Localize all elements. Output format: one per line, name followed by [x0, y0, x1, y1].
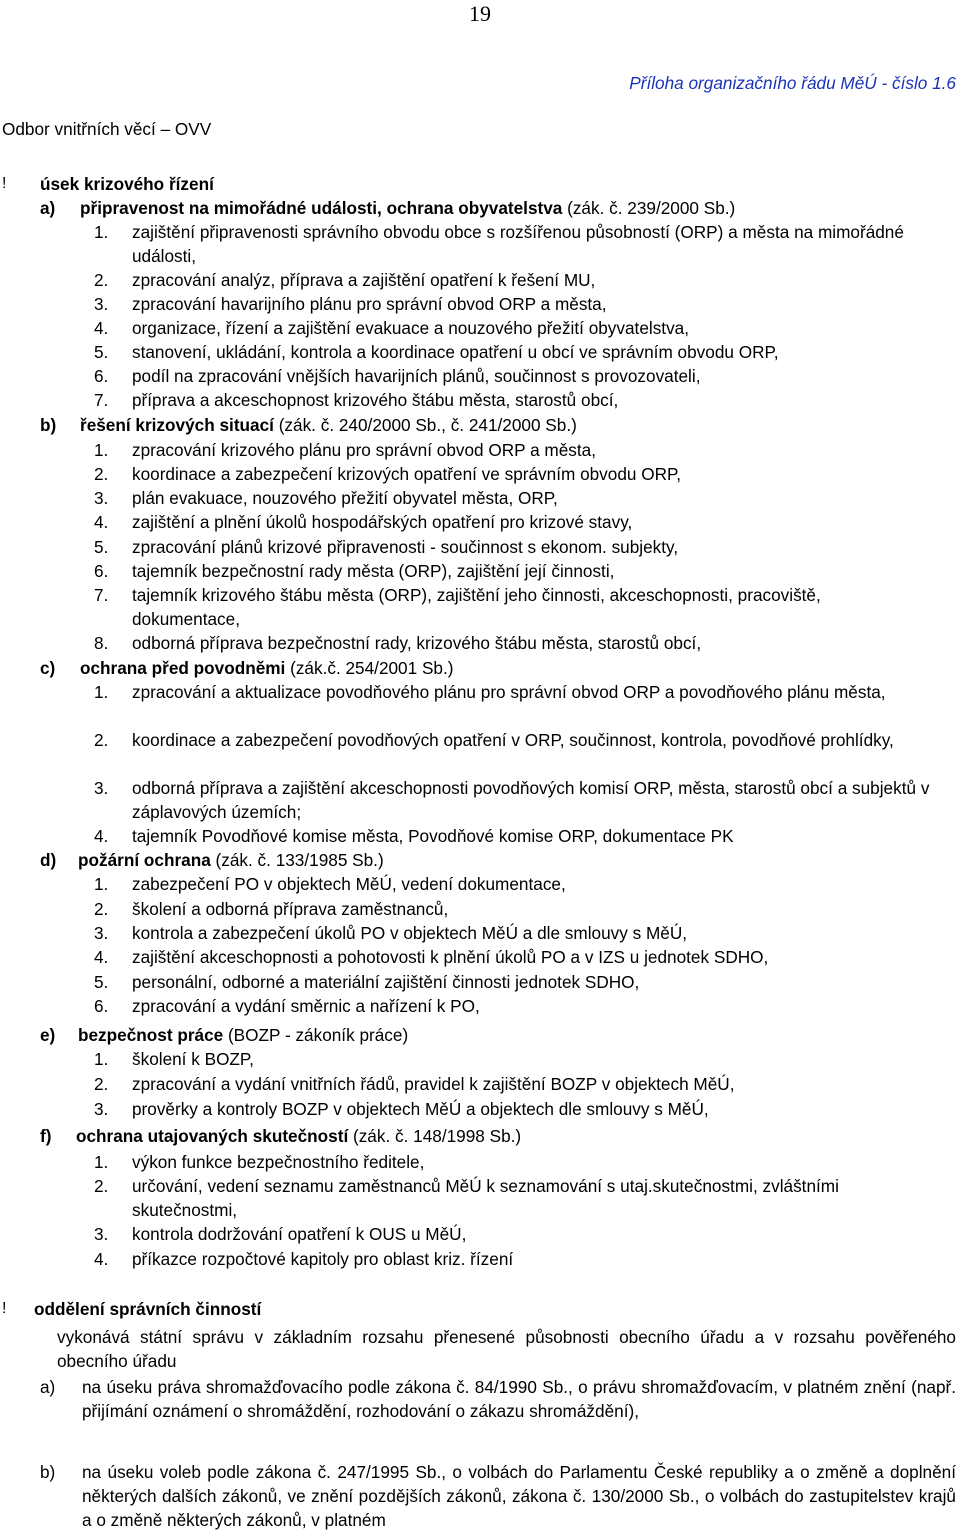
list-item	[94, 438, 930, 462]
department-heading: Odbor vnitřních věcí – OVV	[2, 119, 212, 139]
list-item	[94, 897, 930, 921]
subsection-heading-e	[40, 1023, 408, 1047]
list-item-number: 5.	[94, 537, 109, 557]
list-item-number: 2.	[94, 1176, 109, 1196]
list-item-text: zpracování a vydání směrnic a nařízení k PO,	[132, 996, 480, 1016]
list-item	[94, 462, 930, 486]
list-item	[94, 486, 930, 510]
subsection-title: ochrana utajovaných skutečností	[76, 1126, 349, 1146]
list-item	[94, 559, 930, 583]
admin-item-letter: b)	[40, 1462, 56, 1482]
list-item	[94, 1097, 930, 1121]
list-item	[94, 510, 930, 534]
subsection-heading-a	[40, 196, 735, 220]
list-item	[94, 1222, 930, 1246]
list-item-number: 7.	[94, 390, 109, 410]
list-item-text: zpracování a aktualizace povodňového plánu pro správní obvod ORP a povodňového plánu města,	[132, 682, 886, 702]
subsection-letter: c)	[40, 658, 56, 678]
subsection-heading-f	[40, 1124, 521, 1148]
subsection-law-reference: (zák.č. 254/2001 Sb.)	[285, 658, 454, 678]
subsection-law-reference: (BOZP - zákoník práce)	[223, 1025, 409, 1045]
bullet-icon: !	[2, 1300, 7, 1317]
list-item	[94, 680, 930, 704]
list-item	[94, 872, 930, 896]
list-item-number: 2.	[94, 1074, 109, 1094]
list-item-text: prověrky a kontroly BOZP v objektech MěÚ a objektech dle smlouvy s MěÚ,	[132, 1099, 709, 1119]
list-item-number: 3.	[94, 488, 109, 508]
list-item-text: koordinace a zabezpečení povodňových opatření v ORP, součinnost, kontrola, povodňové prohlídky,	[132, 730, 894, 750]
subsection-law-reference: (zák. č. 240/2000 Sb., č. 241/2000 Sb.)	[273, 415, 577, 435]
subsection-letter: e)	[40, 1025, 56, 1045]
list-item-number: 6.	[94, 561, 109, 581]
admin-item-letter: a)	[40, 1377, 56, 1397]
list-item-text: příkazce rozpočtové kapitoly pro oblast kriz. řízení	[132, 1249, 514, 1269]
admin-item-a: na úseku práva shromažďovacího podle zákona č. 84/1990 Sb., o právu shromažďovacím, v platném znění (např. přijímání oznámení o shromáždění, rozhodování o zákazu shromáždění),	[82, 1377, 956, 1421]
list-item-number: 3.	[94, 923, 109, 943]
subsection-letter: f)	[40, 1126, 52, 1146]
page-number: 19	[469, 1, 491, 26]
list-item-number: 1.	[94, 1049, 109, 1069]
list-item-number: 7.	[94, 585, 109, 605]
list-item	[94, 1174, 930, 1222]
list-item-number: 3.	[94, 778, 109, 798]
list-item	[94, 535, 930, 559]
list-item	[94, 316, 930, 340]
list-item-number: 4.	[94, 318, 109, 338]
subsection-letter: d)	[40, 850, 57, 870]
list-item-number: 5.	[94, 972, 109, 992]
list-item-number: 4.	[94, 947, 109, 967]
list-item-text: kontrola a zabezpečení úkolů PO v objektech MěÚ a dle smlouvy s MěÚ,	[132, 923, 688, 943]
subsection-title: požární ochrana	[78, 850, 211, 870]
list-item-text: tajemník bezpečnostní rady města (ORP), zajištění její činnosti,	[132, 561, 615, 581]
list-item-text: zabezpečení PO v objektech MěÚ, vedení dokumentace,	[132, 874, 566, 894]
list-item-number: 1.	[94, 874, 109, 894]
list-item-text: zpracování krizového plánu pro správní obvod ORP a města,	[132, 440, 596, 460]
list-item-text: zpracování plánů krizové připravenosti - součinnost s ekonom. subjekty,	[132, 537, 679, 557]
list-item-text: plán evakuace, nouzového přežití obyvatel města, ORP,	[132, 488, 558, 508]
list-item-number: 6.	[94, 366, 109, 386]
list-item-number: 2.	[94, 730, 109, 750]
list-item	[94, 970, 930, 994]
list-item	[94, 945, 930, 969]
list-item-text: příprava a akceschopnost krizového štábu města, starostů obcí,	[132, 390, 619, 410]
list-item-text: odborná příprava bezpečnostní rady, krizového štábu města, starostů obcí,	[132, 633, 702, 653]
list-item-number: 3.	[94, 1099, 109, 1119]
list-item-text: zajištění a plnění úkolů hospodářských opatření pro krizové stavy,	[132, 512, 633, 532]
subsection-letter: a)	[40, 198, 56, 218]
list-item-text: školení a odborná příprava zaměstnanců,	[132, 899, 449, 919]
list-item-number: 5.	[94, 342, 109, 362]
list-item-text: tajemník krizového štábu města (ORP), zajištění jeho činnosti, akceschopnosti, pracoviště, dokumentace,	[132, 585, 821, 629]
list-item-number: 4.	[94, 1249, 109, 1269]
list-item	[94, 220, 930, 268]
list-item-text: odborná příprava a zajištění akceschopnosti povodňových komisí ORP, města, starostů obcí a subjektů v záplavových územích;	[132, 778, 930, 822]
list-item	[94, 364, 930, 388]
list-item-number: 3.	[94, 1224, 109, 1244]
list-item	[94, 631, 930, 655]
list-item-number: 2.	[94, 464, 109, 484]
list-item	[94, 994, 930, 1018]
subsection-law-reference: (zák. č. 133/1985 Sb.)	[210, 850, 384, 870]
subsection-title: připravenost na mimořádné události, ochrana obyvatelstva	[80, 198, 563, 218]
list-item-text: určování, vedení seznamu zaměstnanců MěÚ k seznamování s utaj.skutečnostmi, zvláštními skutečnostmi,	[132, 1176, 839, 1220]
list-item	[94, 340, 930, 364]
list-item	[94, 1247, 930, 1271]
list-item	[94, 824, 930, 848]
subsection-title: ochrana před povodněmi	[80, 658, 286, 678]
list-item-text: kontrola dodržování opatření k OUS u MěÚ,	[132, 1224, 467, 1244]
list-item-text: tajemník Povodňové komise města, Povodňové komise ORP, dokumentace PK	[132, 826, 734, 846]
list-item-text: zajištění připravenosti správního obvodu obce s rozšířenou působností (ORP) a města na mimořádné události,	[132, 222, 904, 266]
list-item	[94, 921, 930, 945]
list-item-text: personální, odborné a materiální zajištění činnosti jednotek SDHO,	[132, 972, 640, 992]
list-item-number: 4.	[94, 512, 109, 532]
admin-intro: vykonává státní správu v základním rozsahu přenesené působnosti obecního úřadu a v rozsahu pověřeného obecního úřadu	[57, 1327, 956, 1371]
list-item	[94, 728, 930, 752]
list-item-text: zpracování analýz, příprava a zajištění opatření k řešení MU,	[132, 270, 596, 290]
subsection-law-reference: (zák. č. 239/2000 Sb.)	[562, 198, 736, 218]
list-item-number: 6.	[94, 996, 109, 1016]
subsection-title: bezpečnost práce	[78, 1025, 224, 1045]
list-item	[94, 776, 930, 824]
list-item-number: 1.	[94, 682, 109, 702]
list-item-text: školení k BOZP,	[132, 1049, 254, 1069]
list-item-text: zpracování a vydání vnitřních řádů, pravidel k zajištění BOZP v objektech MěÚ,	[132, 1074, 735, 1094]
list-item	[94, 583, 930, 631]
list-item	[94, 1072, 930, 1096]
list-item-number: 1.	[94, 222, 109, 242]
list-item-number: 3.	[94, 294, 109, 314]
list-item	[94, 292, 930, 316]
list-item-text: organizace, řízení a zajištění evakuace a nouzového přežití obyvatelstva,	[132, 318, 690, 338]
subsection-heading-c	[40, 656, 453, 680]
list-item-text: stanovení, ukládání, kontrola a koordinace opatření u obcí ve správním obvodu ORP,	[132, 342, 779, 362]
list-item-number: 1.	[94, 440, 109, 460]
subsection-title: řešení krizových situací	[80, 415, 274, 435]
list-item-number: 2.	[94, 270, 109, 290]
list-item-text: zpracování havarijního plánu pro správní obvod ORP a města,	[132, 294, 607, 314]
list-item-text: koordinace a zabezpečení krizových opatření ve správním obvodu ORP,	[132, 464, 682, 484]
list-item-number: 2.	[94, 899, 109, 919]
admin-item-b: na úseku voleb podle zákona č. 247/1995 Sb., o volbách do Parlamentu České republiky a o změně a doplnění některých dalších zákonů, ve znění pozdějších zákonů, zákona č. 130/2000 Sb., o volbách do zastupitelstev krajů a o změně některých zákonů, v platném	[82, 1462, 956, 1530]
list-item	[94, 1047, 930, 1071]
section-title-crisis: úsek krizového řízení	[40, 174, 214, 194]
list-item	[94, 268, 930, 292]
list-item-number: 8.	[94, 633, 109, 653]
bullet-icon: !	[2, 175, 7, 192]
subsection-letter: b)	[40, 415, 57, 435]
subsection-heading-d	[40, 848, 384, 872]
list-item-number: 1.	[94, 1152, 109, 1172]
list-item-text: výkon funkce bezpečnostního ředitele,	[132, 1152, 425, 1172]
list-item-number: 4.	[94, 826, 109, 846]
list-item	[94, 388, 930, 412]
list-item-text: podíl na zpracování vnějších havarijních plánů, součinnost s provozovateli,	[132, 366, 701, 386]
subsection-heading-b	[40, 413, 577, 437]
section-title-admin: oddělení správních činností	[34, 1299, 262, 1319]
subsection-law-reference: (zák. č. 148/1998 Sb.)	[348, 1126, 522, 1146]
list-item-text: zajištění akceschopnosti a pohotovosti k plnění úkolů PO a v IZS u jednotek SDHO,	[132, 947, 769, 967]
appendix-reference: Příloha organizačního řádu MěÚ - číslo 1.6	[629, 73, 956, 93]
list-item	[94, 1150, 930, 1174]
